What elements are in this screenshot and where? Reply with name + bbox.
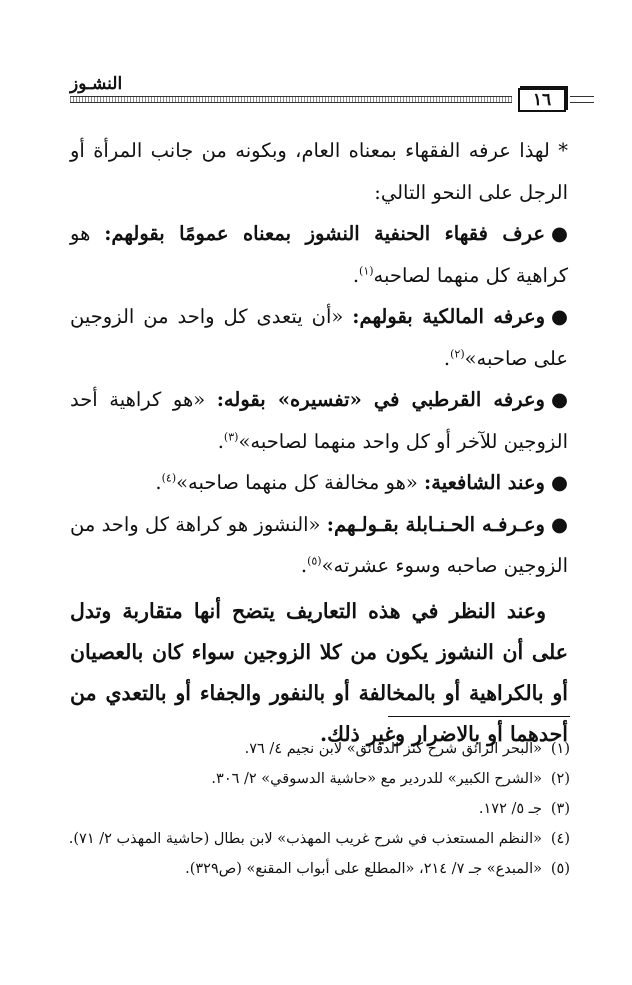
footnote-text: «النظم المستعذب في شرح غريب المهذب» لابن بطال (حاشية المهذب ٢/ ٧١).	[68, 831, 542, 847]
bullet-icon: ●	[550, 471, 568, 494]
definition-tail: .	[352, 263, 360, 287]
bullet-icon: ●	[550, 512, 568, 536]
footnote-number: (٣)	[550, 801, 570, 817]
definition-tail: .	[443, 346, 451, 370]
definition-lead: وعند الشافعية:	[424, 471, 545, 494]
footnote-item	[70, 824, 570, 854]
footnote-number: (٥)	[550, 861, 570, 877]
definition-item	[70, 379, 568, 462]
conclusion-paragraph: وعند النظر في هذه التعاريف يتضح أنها متقاربة وتدل على أن النشوز يكون من كلا الزوجين سواء كان بالعصيان أو بالكراهية أو بالمخالفة أو بالنفور والجفاء أو بالتعدي من أحدهما أو بالاضرار وغير ذلك.	[70, 598, 568, 746]
footnote-text: جـ ٥/ ١٧٢.	[478, 801, 542, 817]
running-title: النشـوز	[70, 74, 126, 94]
footnotes	[70, 734, 570, 884]
header-rule	[70, 96, 512, 103]
footnote-separator	[388, 716, 570, 717]
footnote-item	[70, 764, 570, 794]
definition-tail: .	[300, 554, 308, 577]
footnote-ref[interactable]: (١)	[359, 264, 374, 277]
footnote-text: «الشرح الكبير» للدردير مع «حاشية الدسوقي» ٢/ ٣٠٦.	[211, 771, 542, 787]
footnote-ref[interactable]: (٢)	[450, 347, 465, 360]
definition-text: «النشوز هو كراهة كل واحد من الزوجين صاحبه وسوء عشرته»	[70, 512, 568, 577]
definition-item	[70, 213, 568, 296]
definition-text: «أن يتعدى كل واحد من الزوجين على صاحبه»	[70, 305, 568, 370]
definition-text: «هو مخالفة كل منهما صاحبه»	[176, 471, 425, 494]
definition-lead: وعرفه القرطبي في «تفسيره» بقوله:	[216, 388, 545, 411]
bullet-icon: ●	[550, 388, 568, 411]
definition-text: هو كراهية كل منهما لصاحبه	[70, 222, 568, 287]
footnote-ref[interactable]: (٤)	[161, 471, 177, 485]
definition-lead: وعرفه المالكية بقولهم:	[352, 305, 545, 328]
footnote-item	[70, 854, 570, 884]
definition-item	[70, 296, 568, 379]
definition-lead: وعـرفـه الحـنـابلة بقـولـهم:	[326, 512, 545, 536]
main-text	[70, 130, 568, 755]
footnote-number: (٤)	[550, 831, 570, 847]
footnote-number: (١)	[550, 741, 570, 757]
bullet-icon: ●	[550, 222, 568, 245]
definition-tail: .	[217, 429, 224, 453]
footnote-item	[70, 734, 570, 764]
bullet-icon: ●	[551, 305, 569, 328]
definition-item	[70, 462, 568, 504]
footnote-number: (٢)	[550, 771, 570, 787]
footnote-item	[70, 794, 570, 824]
footnote-text: «البحر الرائق شرح كنز الدقائق» لابن نجيم ٤/ ٧٦.	[244, 741, 542, 757]
footnote-ref[interactable]: (٥)	[307, 554, 322, 568]
footnote-ref[interactable]: (٣)	[223, 430, 239, 443]
page-header	[70, 74, 566, 114]
intro-paragraph: * لهذا عرفه الفقهاء بمعناه العام، وبكونه من جانب المرأة أو الرجل على النحو التالي:	[70, 139, 568, 204]
page-number: ١٦	[518, 88, 566, 112]
header-rule-right	[570, 96, 594, 103]
definition-tail: .	[155, 471, 162, 494]
definition-lead: عرف فقهاء الحنفية النشوز بمعناه عمومًا بقولهم:	[104, 222, 545, 245]
definition-item	[70, 504, 568, 587]
definition-text: «هو كراهية أحد الزوجين للآخر أو كل واحد منهما لصاحبه»	[70, 388, 568, 453]
footnote-text: «المبدع» جـ ٧/ ٢١٤، «المطلع على أبواب المقنع» (ص٣٢٩).	[185, 861, 542, 877]
